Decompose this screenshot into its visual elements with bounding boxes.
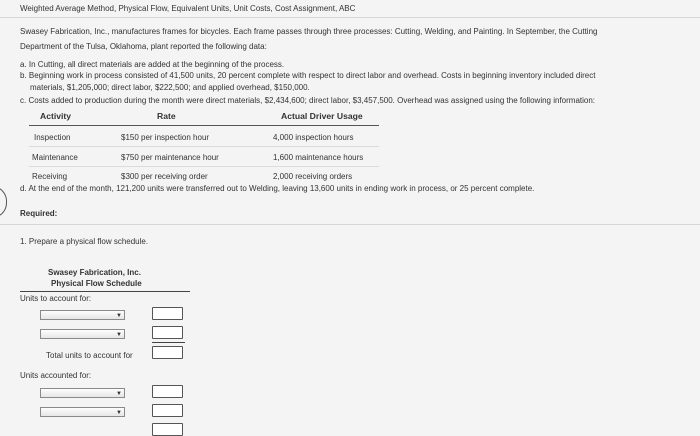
total-units-label: Total units to account for (46, 351, 133, 360)
table-row-3-usage: 2,000 receiving orders (273, 172, 353, 181)
item-b-line-2: materials, $1,205,000; direct labor, $222,500; and applied overhead, $150,000. (30, 83, 310, 92)
table-header-activity: Activity (40, 111, 72, 121)
chevron-down-icon: ▼ (116, 391, 122, 397)
page-title: Weighted Average Method, Physical Flow, Equivalent Units, Unit Costs, Cost Assignment, ABC (20, 4, 356, 13)
table-row-3-activity: Receiving (32, 172, 68, 181)
chevron-down-icon: ▼ (116, 332, 122, 338)
table-row-divider (29, 166, 379, 167)
left-bracket-marker (0, 186, 7, 218)
table-header-rule (29, 125, 379, 126)
table-row-1-rate: $150 per inspection hour (121, 133, 210, 142)
table-row-divider (29, 146, 379, 147)
intro-line-2: Department of the Tulsa, Oklahoma, plant reported the following data: (20, 42, 267, 51)
title-divider (0, 17, 700, 18)
question-1: 1. Prepare a physical flow schedule. (20, 237, 149, 246)
units-accounted-input-1[interactable] (152, 385, 183, 398)
table-row-1-usage: 4,000 inspection hours (273, 133, 354, 142)
schedule-company: Swasey Fabrication, Inc. (48, 268, 141, 277)
intro-line-1: Swasey Fabrication, Inc., manufactures frames for bicycles. Each frame passes through three processes: Cutting, Welding, and Painting. In September, the Cutting (20, 27, 598, 36)
units-to-account-select-2[interactable] (40, 329, 125, 339)
units-to-account-input-2[interactable] (152, 326, 183, 339)
units-accounted-select-1[interactable] (40, 388, 125, 398)
units-accounted-select-2[interactable] (40, 407, 125, 417)
units-to-account-input-1[interactable] (152, 307, 183, 320)
subtotal-rule (152, 342, 185, 343)
table-row-1-activity: Inspection (34, 133, 71, 142)
units-to-account-label: Units to account for: (20, 294, 92, 303)
units-accounted-input-2[interactable] (152, 404, 183, 417)
item-d: d. At the end of the month, 121,200 units were transferred out to Welding, leaving 13,600 units in ending work in process, or 25 percent complete. (20, 184, 535, 193)
item-c: c. Costs added to production during the month were direct materials, $2,434,600; direct labor, $3,457,500. Overhead was assigned using the following information: (20, 96, 596, 105)
units-accounted-input-3[interactable] (152, 423, 183, 436)
item-b-line-1: b. Beginning work in process consisted of 41,500 units, 20 percent complete with respect to direct labor and overhead. Costs in beginning inventory included direct (20, 71, 596, 80)
total-units-input[interactable] (152, 346, 183, 359)
table-row-2-rate: $750 per maintenance hour (121, 153, 219, 162)
table-row-3-rate: $300 per receiving order (121, 172, 208, 181)
units-accounted-label: Units accounted for: (20, 371, 92, 380)
chevron-down-icon: ▼ (116, 410, 122, 416)
schedule-header-rule (20, 291, 190, 292)
section-divider (0, 224, 700, 225)
required-label: Required: (20, 209, 58, 218)
item-a: a. In Cutting, all direct materials are added at the beginning of the process. (20, 60, 285, 69)
table-header-usage: Actual Driver Usage (281, 111, 363, 121)
table-row-2-usage: 1,600 maintenance hours (273, 153, 364, 162)
table-row-2-activity: Maintenance (32, 153, 78, 162)
chevron-down-icon: ▼ (116, 313, 122, 319)
units-to-account-select-1[interactable] (40, 310, 125, 320)
schedule-title: Physical Flow Schedule (51, 279, 142, 288)
table-header-rate: Rate (157, 111, 176, 121)
